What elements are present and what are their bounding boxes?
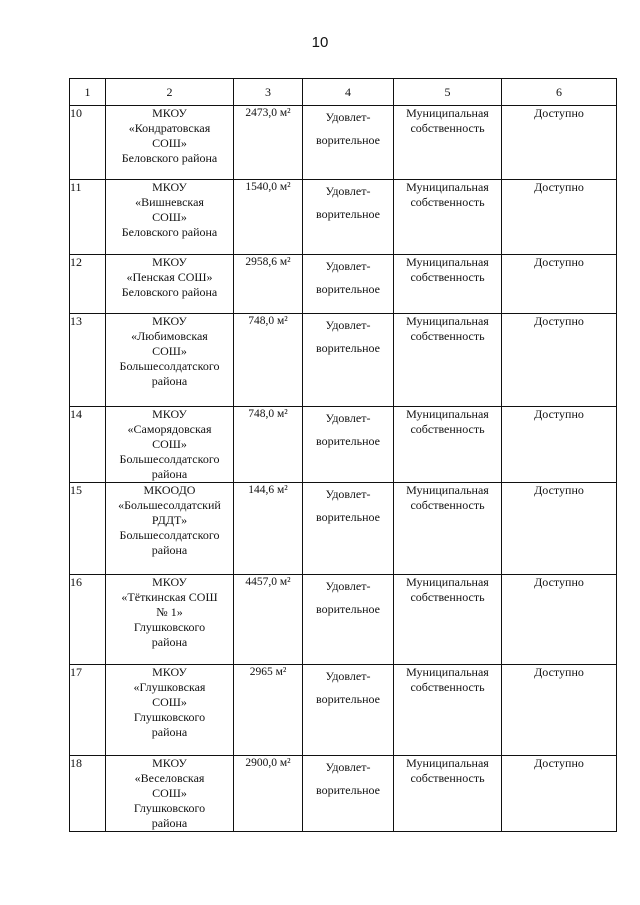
row-number: 11 (70, 180, 106, 255)
institution-name-cell (106, 314, 234, 407)
institution-name-line: района (151, 725, 188, 739)
institution-name-line: Беловского района (121, 285, 218, 299)
condition-line: ворительное (316, 282, 380, 296)
ownership-cell (394, 756, 502, 832)
institution-name-line: МКОУ (152, 314, 187, 328)
table-row (70, 106, 617, 180)
column-header-5: 5 (394, 79, 502, 106)
institution-name-line: района (151, 374, 188, 388)
institution-name-line: «Саморядовская (127, 422, 212, 436)
facilities-table (69, 78, 617, 832)
institution-name-line: «Вишневская (135, 195, 204, 209)
area-cell: 1540,0 м² (234, 180, 303, 255)
ownership-line: Муниципальная (406, 180, 489, 194)
condition-line: Удовлет- (325, 579, 371, 593)
ownership-line: собственность (410, 680, 485, 694)
institution-name-line: МКОУ (152, 106, 187, 120)
table-row (70, 407, 617, 483)
institution-name-line: МКОУ (152, 756, 187, 770)
condition-cell (303, 575, 394, 665)
condition-line: Удовлет- (325, 110, 371, 124)
institution-name-line: «Глушковская (133, 680, 206, 694)
access-cell: Доступно (502, 575, 617, 665)
ownership-line: Муниципальная (406, 106, 489, 120)
institution-name-line: «Тёткинская СОШ (121, 590, 218, 604)
header-row (70, 79, 617, 106)
institution-name-cell (106, 255, 234, 314)
row-number: 16 (70, 575, 106, 665)
institution-name-line: «Пенская СОШ» (126, 270, 213, 284)
ownership-line: собственность (410, 329, 485, 343)
institution-name-line: «Любимовская (131, 329, 208, 343)
page-number: 10 (311, 34, 329, 51)
condition-cell (303, 314, 394, 407)
access-cell: Доступно (502, 483, 617, 575)
condition-line: Удовлет- (325, 184, 371, 198)
condition-line: Удовлет- (325, 411, 371, 425)
condition-cell (303, 106, 394, 180)
column-header-6: 6 (502, 79, 617, 106)
institution-name-cell (106, 665, 234, 756)
condition-line: ворительное (316, 207, 380, 221)
row-number: 15 (70, 483, 106, 575)
ownership-cell (394, 106, 502, 180)
ownership-line: Муниципальная (406, 255, 489, 269)
institution-name-line: Глушковского (133, 710, 206, 724)
ownership-line: Муниципальная (406, 575, 489, 589)
ownership-cell (394, 255, 502, 314)
institution-name-cell (106, 575, 234, 665)
institution-name-line: района (151, 816, 188, 830)
institution-name-cell (106, 180, 234, 255)
institution-name-line: района (151, 467, 188, 481)
column-header-4: 4 (303, 79, 394, 106)
condition-cell (303, 665, 394, 756)
institution-name-line: МКОУ (152, 575, 187, 589)
area-cell: 2965 м² (234, 665, 303, 756)
area-cell: 2958,6 м² (234, 255, 303, 314)
condition-line: Удовлет- (325, 318, 371, 332)
condition-cell (303, 255, 394, 314)
institution-name-line: СОШ» (152, 786, 187, 800)
ownership-cell (394, 314, 502, 407)
access-cell: Доступно (502, 407, 617, 483)
access-cell: Доступно (502, 255, 617, 314)
institution-name-line: СОШ» (152, 210, 187, 224)
ownership-cell (394, 180, 502, 255)
condition-line: ворительное (316, 783, 380, 797)
institution-name-line: Глушковского (133, 801, 206, 815)
institution-name-line: «Кондратовская (128, 121, 211, 135)
ownership-line: Муниципальная (406, 314, 489, 328)
condition-cell (303, 407, 394, 483)
access-cell: Доступно (502, 756, 617, 832)
area-cell: 144,6 м² (234, 483, 303, 575)
area-cell: 2900,0 м² (234, 756, 303, 832)
access-cell: Доступно (502, 314, 617, 407)
ownership-line: Муниципальная (406, 483, 489, 497)
institution-name-line: Беловского района (121, 151, 218, 165)
condition-line: ворительное (316, 341, 380, 355)
institution-name-line: МКОУ (152, 407, 187, 421)
institution-name-cell (106, 483, 234, 575)
institution-name-line: Большесолдатского (119, 452, 220, 466)
table-row (70, 665, 617, 756)
row-number: 10 (70, 106, 106, 180)
row-number: 14 (70, 407, 106, 483)
condition-line: Удовлет- (325, 259, 371, 273)
row-number: 17 (70, 665, 106, 756)
condition-cell (303, 483, 394, 575)
area-cell: 748,0 м² (234, 407, 303, 483)
table-row (70, 180, 617, 255)
condition-line: ворительное (316, 692, 380, 706)
ownership-line: собственность (410, 195, 485, 209)
ownership-cell (394, 575, 502, 665)
condition-cell (303, 756, 394, 832)
column-header-1: 1 (70, 79, 106, 106)
ownership-line: собственность (410, 498, 485, 512)
institution-name-line: СОШ» (152, 344, 187, 358)
institution-name-line: СОШ» (152, 695, 187, 709)
condition-line: Удовлет- (325, 760, 371, 774)
condition-line: Удовлет- (325, 487, 371, 501)
table-row (70, 483, 617, 575)
condition-line: Удовлет- (325, 669, 371, 683)
table-row (70, 255, 617, 314)
access-cell: Доступно (502, 106, 617, 180)
ownership-line: собственность (410, 422, 485, 436)
institution-name-line: Глушковского (133, 620, 206, 634)
institution-name-cell (106, 106, 234, 180)
condition-cell (303, 180, 394, 255)
ownership-line: собственность (410, 121, 485, 135)
ownership-line: Муниципальная (406, 407, 489, 421)
ownership-line: собственность (410, 590, 485, 604)
access-cell: Доступно (502, 665, 617, 756)
institution-name-line: МКООДО (143, 483, 196, 497)
institution-name-line: района (151, 635, 188, 649)
institution-name-line: Большесолдатского (119, 359, 220, 373)
area-cell: 748,0 м² (234, 314, 303, 407)
table-row (70, 314, 617, 407)
institution-name-line: Большесолдатского (119, 528, 220, 542)
institution-name-line: СОШ» (152, 437, 187, 451)
column-header-3: 3 (234, 79, 303, 106)
institution-name-line: СОШ» (152, 136, 187, 150)
institution-name-line: района (151, 543, 188, 557)
ownership-cell (394, 483, 502, 575)
institution-name-cell (106, 756, 234, 832)
condition-line: ворительное (316, 602, 380, 616)
institution-name-line: РДДТ» (151, 513, 188, 527)
row-number: 18 (70, 756, 106, 832)
condition-line: ворительное (316, 434, 380, 448)
institution-name-line: МКОУ (152, 255, 187, 269)
area-cell: 4457,0 м² (234, 575, 303, 665)
ownership-line: Муниципальная (406, 756, 489, 770)
condition-line: ворительное (316, 510, 380, 524)
table-row (70, 756, 617, 832)
ownership-line: Муниципальная (406, 665, 489, 679)
ownership-cell (394, 665, 502, 756)
access-cell: Доступно (502, 180, 617, 255)
institution-name-line: МКОУ (152, 180, 187, 194)
institution-name-line: «Веселовская (134, 771, 205, 785)
institution-name-line: МКОУ (152, 665, 187, 679)
column-header-2: 2 (106, 79, 234, 106)
institution-name-line: Беловского района (121, 225, 218, 239)
row-number: 12 (70, 255, 106, 314)
institution-name-cell (106, 407, 234, 483)
table-row (70, 575, 617, 665)
institution-name-line: «Большесолдатский (118, 498, 221, 512)
ownership-line: собственность (410, 270, 485, 284)
area-cell: 2473,0 м² (234, 106, 303, 180)
row-number: 13 (70, 314, 106, 407)
condition-line: ворительное (316, 133, 380, 147)
ownership-line: собственность (410, 771, 485, 785)
ownership-cell (394, 407, 502, 483)
institution-name-line: № 1» (156, 605, 183, 619)
